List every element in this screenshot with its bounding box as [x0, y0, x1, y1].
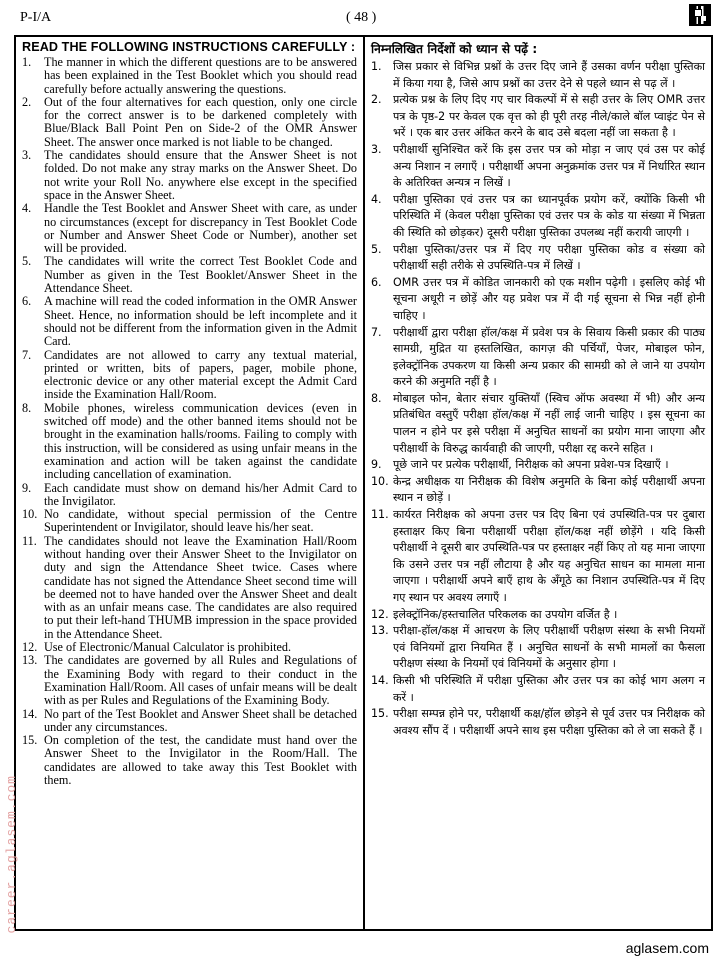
- instruction-number: 12.: [22, 640, 38, 655]
- footer-site: aglasem.com: [625, 940, 709, 956]
- instruction-item: [371, 623, 705, 673]
- instruction-item: [22, 202, 357, 255]
- instruction-item: [22, 255, 357, 295]
- instruction-text: परीक्षा पुस्तिका/उत्तर पत्र में दिए गए परीक्षा पुस्तिका कोड व संख्या को परीक्षार्थी सही तरीके से उपस्थिति-पत्र में लिखें ।: [393, 242, 705, 273]
- instruction-text: केन्द्र अधीक्षक या निरीक्षक की विशेष अनुमति के बिना कोई परीक्षार्थी अपना स्थान न छोड़ें ।: [393, 474, 705, 505]
- instruction-number: 10.: [22, 507, 38, 522]
- qr-code-icon: [689, 4, 711, 26]
- instruction-number: 14.: [22, 706, 38, 721]
- instruction-text: प्रत्येक प्रश्न के लिए दिए गए चार विकल्पों में से सही उत्तर के लिए OMR उत्तर पत्र के पृष्ठ-2 पर केवल एक वृत्त को ही पूरी तरह नीले/काले बॉल प्वाइंट पेन से भरें । एक बार उत्तर अंकित करने के बाद उसे बदला नहीं जा सकता है ।: [393, 93, 705, 140]
- instruction-item: [22, 654, 357, 707]
- instruction-item: [22, 708, 357, 735]
- instruction-item: [371, 607, 705, 624]
- instruction-number: 15.: [371, 707, 389, 721]
- instruction-text: कार्यरत निरीक्षक को अपना उत्तर पत्र दिए बिना एवं उपस्थिति-पत्र पर दुबारा हस्ताक्षर किए बिना परीक्षार्थी परीक्षा हॉल/कक्ष नहीं छोड़ेंगे । यदि किसी परीक्षार्थी ने दूसरी बार उपस्थिति-पत्र पर हस्ताक्षर नहीं किए तो यह माना जाएगा कि उसने उत्तर पत्र नहीं लौटाया है और यह अनुचित साधन का मामला माना जाएगा । परीक्षार्थी अपने बाएँ हाथ के अँगूठे का निशान उपस्थिति-पत्र में दिए गए स्थान पर अवश्य लगाएँ ।: [393, 508, 705, 604]
- instruction-item: [371, 391, 705, 457]
- instruction-text: Out of the four alternatives for each question, only one circle for the correct answer is to be darkened completely with Blue/Black Ball Point Pen on Side-2 of the OMR Answer Sheet. The answer once marked is not liable to be changed.: [44, 94, 357, 149]
- instruction-item: [371, 242, 705, 275]
- instructions-box: [14, 35, 713, 931]
- instruction-text: The candidates should not leave the Examination Hall/Room without handing over their Answer Sheet to the Invigilator on duty and sign the Attendance Sheet twice. Cases where candidate has not signed the Attendance Sheet second time will be deemed not to have handed over the Answer Sheet and dealt with as an unfair means case. The candidates are also required to put their left-hand THUMB impression in the space provided in the Attendance Sheet.: [44, 533, 357, 641]
- instruction-item: [22, 295, 357, 348]
- instruction-text: The candidates are governed by all Rules and Regulations of the Examining Body with regard to their conduct in the Examination Hall/Room. All cases of unfair means will be dealt with as per Rules and Regulations of the Examining Body.: [44, 653, 357, 708]
- instruction-number: 2.: [22, 94, 32, 109]
- instruction-number: 11.: [371, 508, 389, 522]
- instruction-text: Handle the Test Booklet and Answer Sheet with care, as under no circumstances (except for discrepancy in Test Booklet Code or Number and Answer Sheet Code or Number), another set will be provided.: [44, 201, 357, 256]
- instruction-number: 13.: [22, 653, 38, 668]
- instruction-item: [22, 349, 357, 402]
- hindi-title: निम्नलिखित निर्देशों को ध्यान से पढ़ें :: [371, 42, 538, 56]
- instruction-item: [371, 325, 705, 391]
- instruction-number: 14.: [371, 673, 389, 687]
- english-title: READ THE FOLLOWING INSTRUCTIONS CAREFULLY :: [22, 40, 356, 54]
- paper-code: P-I/A: [20, 10, 52, 25]
- instruction-item: [371, 474, 705, 507]
- instruction-text: The candidates should ensure that the Answer Sheet is not folded. Do not make any stray marks on the Answer Sheet. Do not write your Roll No. anywhere else except in the specified space in the Answer Sheet.: [44, 148, 357, 202]
- instruction-item: [371, 59, 705, 92]
- instruction-text: परीक्षार्थी द्वारा परीक्षा हॉल/कक्ष में प्रवेश पत्र के सिवाय किसी प्रकार की पाठ्य सामग्री, मुद्रित या हस्तलिखित, कागज़ की पर्चियाँ, पेजर, मोबाइल फोन, इलेक्ट्रॉनिक उपकरण या किसी अन्य प्रकार की सामग्री को ले जाने या उपयोग करने की अनुमति नहीं है ।: [393, 325, 705, 389]
- instruction-item: [22, 96, 357, 149]
- instruction-text: The candidates will write the correct Test Booklet Code and Number as given in the Test Booklet/Answer Sheet in the Attendance Sheet.: [44, 254, 357, 296]
- instruction-text: Use of Electronic/Manual Calculator is prohibited.: [44, 640, 292, 655]
- instruction-text: मोबाइल फोन, बेतार संचार युक्तियाँ (स्विच ऑफ अवस्था में भी) और अन्य प्रतिबंधित वस्तुएँ परीक्षा हॉल/कक्ष में नहीं लाई जानी चाहिए । इस सूचना का पालन न होने पर इसे परीक्षा में अनुचित साधनों का प्रयोग माना जाएगा और परीक्षार्थी के विरुद्ध कार्यवाही की जाएगी, परीक्षा रद्द करने सहित ।: [393, 391, 705, 455]
- instruction-number: 4.: [22, 201, 32, 216]
- instruction-number: 13.: [371, 624, 389, 638]
- instruction-text: जिस प्रकार से विभिन्न प्रश्नों के उत्तर दिए जाने हैं उसका वर्णन परीक्षा पुस्तिका में किया गया है, जिसे आप प्रश्नों का उत्तर देने से पहले ध्यान से पढ़ लें ।: [393, 60, 705, 90]
- instruction-number: 6.: [371, 275, 382, 289]
- instruction-text: Mobile phones, wireless communication devices (even in switched off mode) and the other banned items should not be brought in the examination halls/rooms. Failing to comply with this instruction, will be considered as using unfair means in the examination and action will be taken against the candidate including cancellation of examination.: [44, 400, 357, 482]
- instruction-number: 7.: [371, 325, 382, 339]
- instruction-number: 9.: [22, 480, 32, 495]
- instruction-item: [22, 641, 357, 654]
- instruction-item: [22, 482, 357, 509]
- instruction-text: परीक्षा पुस्तिका एवं उत्तर पत्र का ध्यानपूर्वक प्रयोग करें, क्योंकि किसी भी परिस्थिति में (केवल परीक्षा पुस्तिका एवं उत्तर पत्र के कोड या संख्या में भिन्नता की स्थिति को छोड़कर) दूसरी परीक्षा पुस्तिका उपलब्ध नहीं करायी जाएगी ।: [393, 192, 705, 239]
- instruction-text: The manner in which the different questions are to be answered has been explained in the Test Booklet which you should read carefully before actually answering the questions.: [44, 55, 357, 96]
- english-instructions-list: [16, 56, 363, 787]
- instruction-text: OMR उत्तर पत्र में कोडित जानकारी को एक मशीन पढ़ेगी । इसलिए कोई भी सूचना अधूरी न छोड़ें और यह प्रवेश पत्र में दी गई सूचना से भिन्न नहीं होनी चाहिए ।: [393, 275, 705, 322]
- instruction-text: No candidate, without special permission of the Centre Superintendent or Invigilator, should leave his/her seat.: [44, 507, 357, 535]
- watermark: career.aglasem.com: [4, 775, 19, 934]
- instruction-text: परीक्षा-हॉल/कक्ष में आचरण के लिए परीक्षार्थी परीक्षण संस्था के सभी नियमों एवं विनियमों द्वारा नियमित हैं । अनुचित साधनों के सभी मामलों का फैसला परीक्षण संस्था के नियमों एवं विनियमों के अनुसार होगा ।: [393, 624, 705, 671]
- instruction-number: 6.: [22, 294, 32, 309]
- page-header: [14, 4, 713, 30]
- instruction-number: 5.: [22, 254, 32, 269]
- instruction-item: [22, 535, 357, 641]
- instruction-number: 11.: [22, 533, 37, 548]
- hindi-column: [365, 37, 711, 929]
- instruction-number: 8.: [22, 400, 32, 415]
- instruction-item: [22, 508, 357, 535]
- instruction-item: [371, 275, 705, 325]
- instruction-number: 10.: [371, 474, 389, 488]
- instruction-item: [371, 92, 705, 142]
- instruction-number: 7.: [22, 347, 32, 362]
- instruction-number: 1.: [22, 55, 32, 69]
- instruction-text: किसी भी परिस्थिति में परीक्षा पुस्तिका और उत्तर पत्र का कोई भाग अलग न करें ।: [393, 673, 705, 704]
- instruction-number: 12.: [371, 607, 389, 621]
- instruction-text: पूछे जाने पर प्रत्येक परीक्षार्थी, निरीक्षक को अपना प्रवेश-पत्र दिखाएँ ।: [393, 458, 669, 472]
- instruction-number: 4.: [371, 192, 382, 206]
- instruction-item: [22, 734, 357, 787]
- instruction-item: [371, 706, 705, 739]
- instruction-text: On completion of the test, the candidate must hand over the Answer Sheet to the Invigilator in the Room/Hall. The candidates are allowed to take away this Test Booklet with them.: [44, 733, 357, 788]
- instruction-item: [22, 56, 357, 96]
- instruction-item: [371, 142, 705, 192]
- instruction-text: A machine will read the coded information in the OMR Answer Sheet. Hence, no information should be left incomplete and it should not be different from the information given in the Admit Card.: [44, 294, 357, 349]
- instruction-number: 8.: [371, 391, 382, 405]
- instruction-text: परीक्षा सम्पन्न होने पर, परीक्षार्थी कक्ष/हॉल छोड़ने से पूर्व उत्तर पत्र निरीक्षक को अवश्य सौंप दें । परीक्षार्थी अपने साथ इस परीक्षा पुस्तिका को ले जा सकते हैं ।: [393, 707, 705, 737]
- page-number: ( 48 ): [346, 10, 377, 25]
- instruction-text: इलेक्ट्रॉनिक/हस्तचालित परिकलक का उपयोग वर्जित है ।: [393, 607, 618, 621]
- instruction-item: [22, 149, 357, 202]
- instruction-number: 3.: [371, 142, 382, 156]
- hindi-instructions-list: [365, 59, 711, 739]
- instruction-number: 2.: [371, 93, 382, 107]
- instruction-number: 15.: [22, 733, 38, 748]
- instruction-item: [371, 507, 705, 607]
- instruction-item: [22, 402, 357, 482]
- instruction-item: [371, 457, 705, 474]
- english-column: [16, 37, 365, 929]
- instruction-text: No part of the Test Booklet and Answer Sheet shall be detached under any circumstances.: [44, 706, 357, 734]
- instruction-number: 9.: [371, 458, 382, 472]
- instruction-text: परीक्षार्थी सुनिश्चित करें कि इस उत्तर पत्र को मोड़ा न जाए एवं उस पर कोई अन्य निशान न लगाएँ । परीक्षार्थी अपना अनुक्रमांक उत्तर पत्र में निर्धारित स्थान के अतिरिक्त अन्यत्र न लिखें ।: [393, 142, 705, 190]
- instruction-number: 3.: [22, 148, 32, 163]
- instruction-text: Each candidate must show on demand his/her Admit Card to the Invigilator.: [44, 480, 357, 508]
- instruction-number: 5.: [371, 242, 382, 256]
- instruction-text: Candidates are not allowed to carry any textual material, printed or written, bits of papers, pager, mobile phone, electronic device or any other material except the Admit Card inside the Examination Hall/Room.: [44, 347, 357, 402]
- instruction-number: 1.: [371, 60, 382, 73]
- instruction-item: [371, 673, 705, 706]
- instruction-item: [371, 192, 705, 242]
